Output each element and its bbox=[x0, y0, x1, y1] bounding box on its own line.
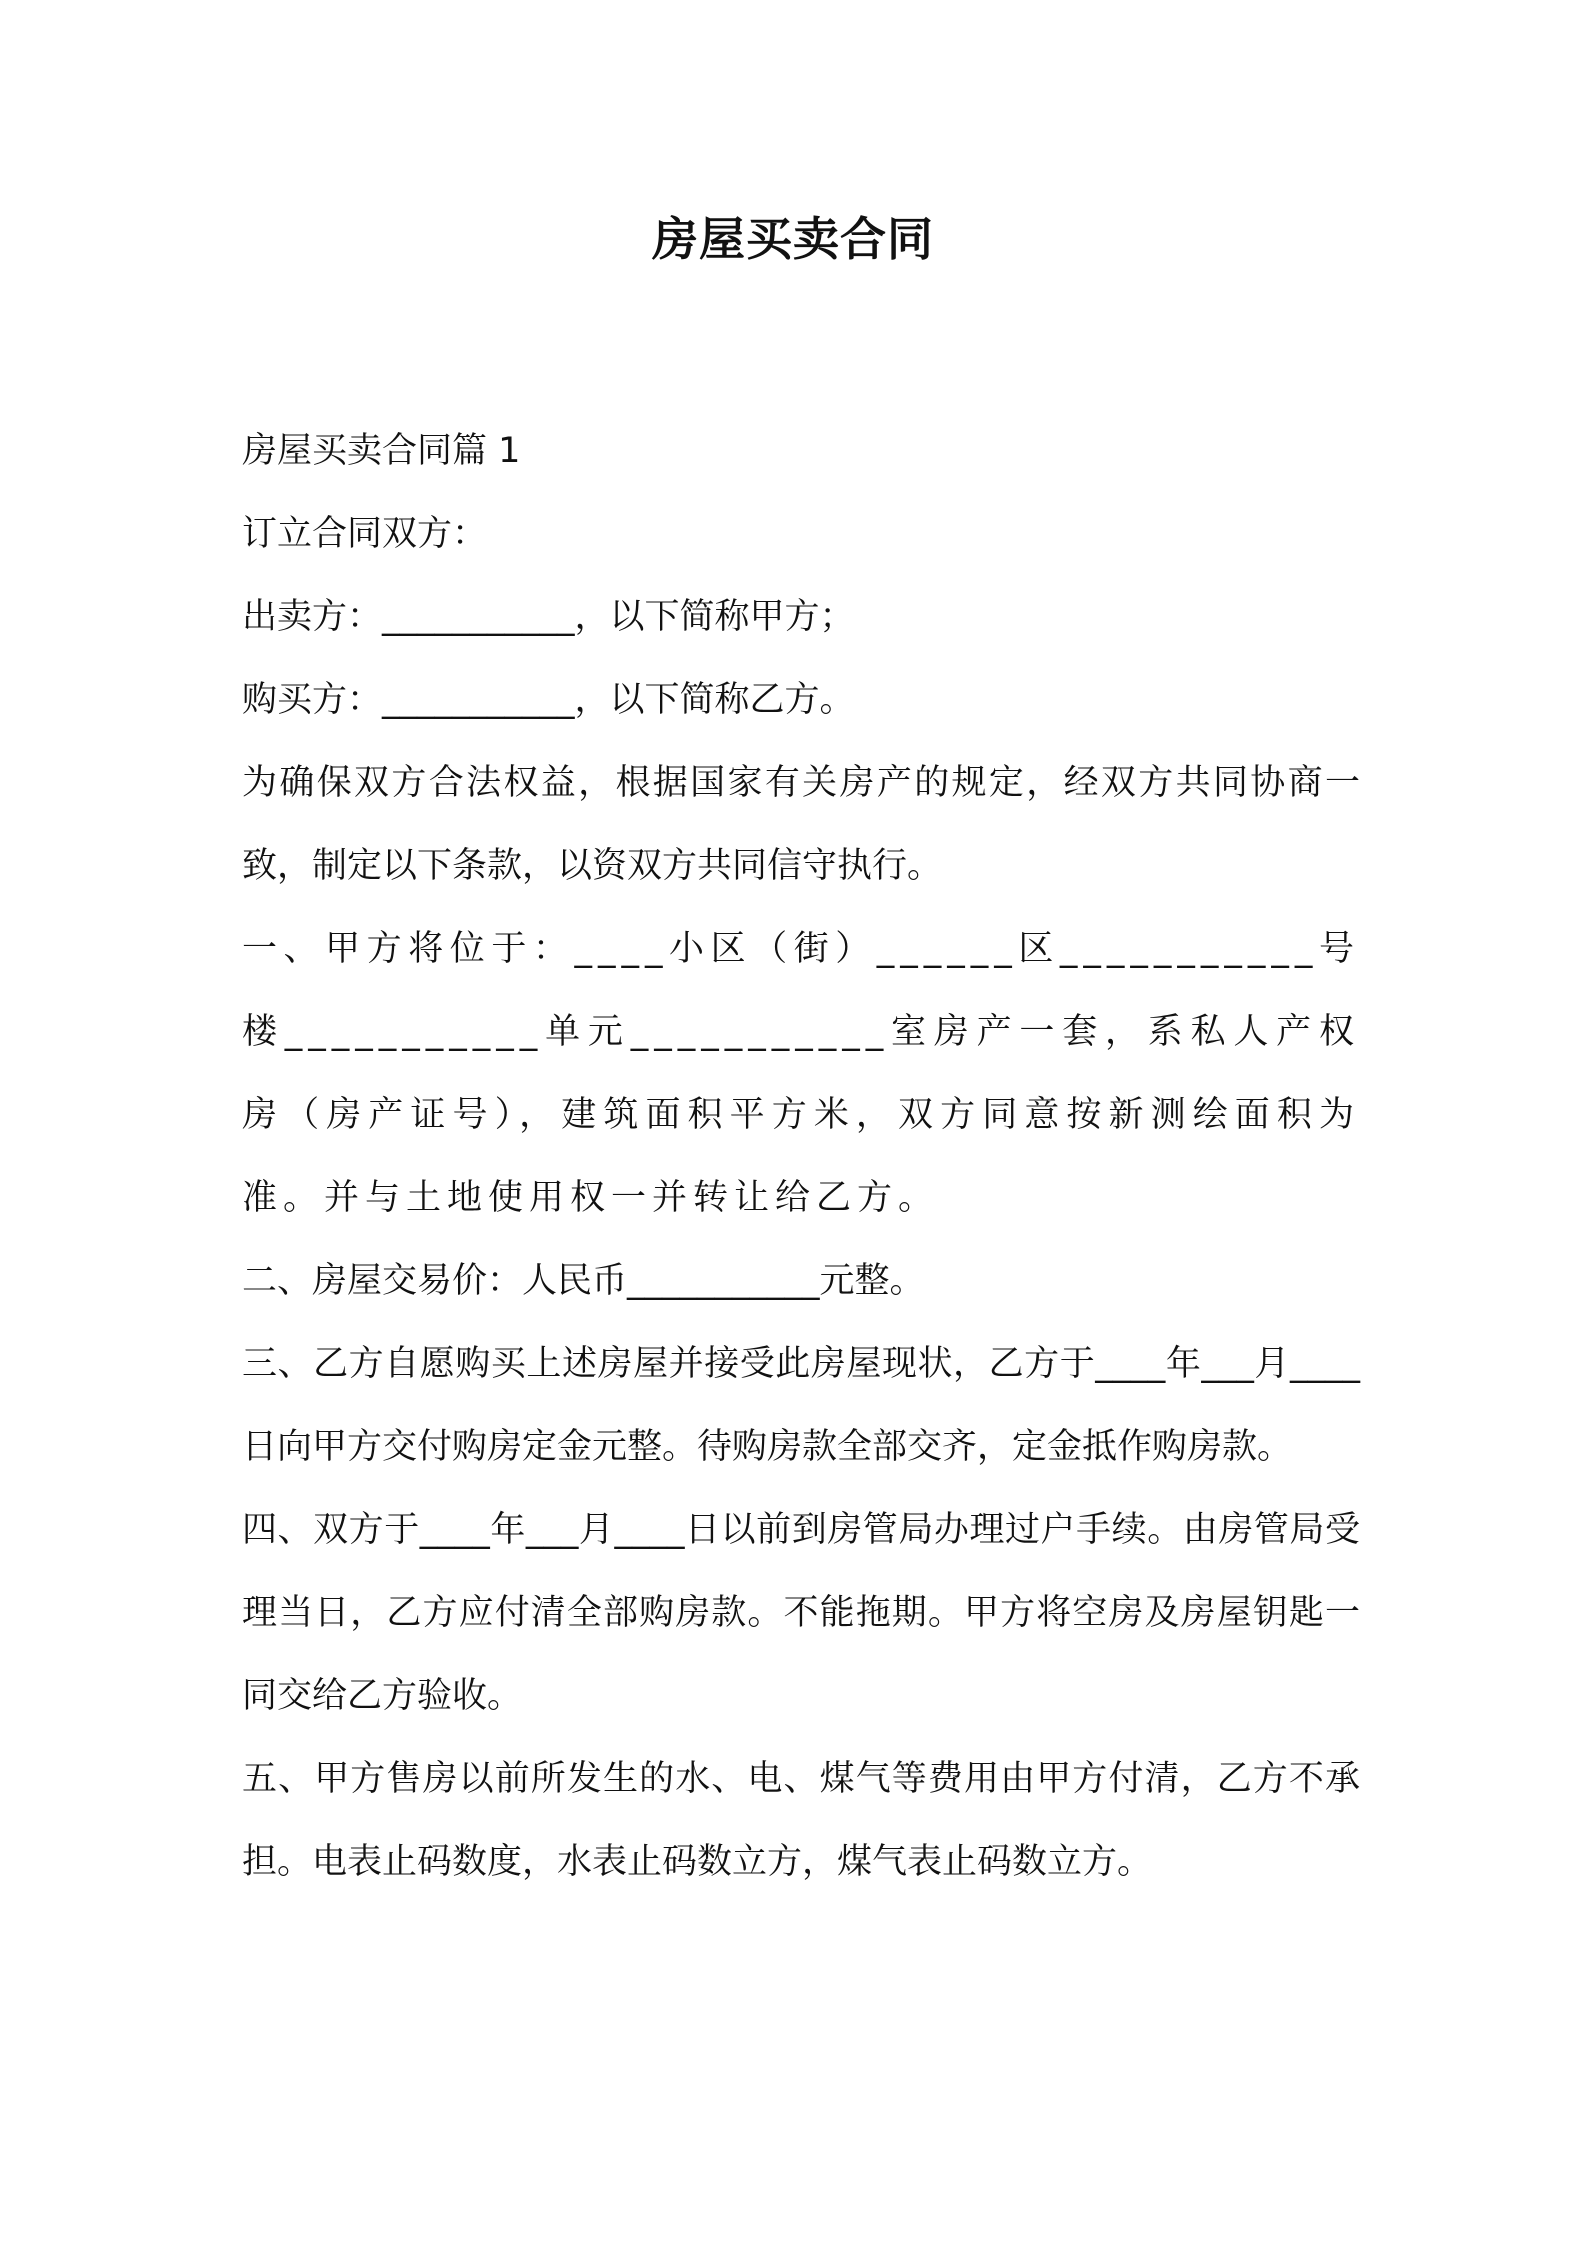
clause-5-paragraph: 五、甲方售房以前所发生的水、电、煤气等费用由甲方付清，乙方不承担。电表止码数度，水表止码数立方，煤气表止码数立方。 bbox=[242, 1759, 1360, 1882]
parties-heading: 订立合同双方： bbox=[242, 514, 488, 554]
clause-1-paragraph: 一、甲方将位于：____小区（街）______区___________号楼___________单元___________室房产一套，系私人产权房（房产证号），建筑面积平方米，双方同意按新测绘面积为准。并与土地使用权一并转让给乙方。 bbox=[242, 929, 1360, 1218]
document-title: 房屋买卖合同 bbox=[652, 212, 934, 266]
section-heading: 房屋买卖合同篇 1 bbox=[242, 431, 521, 471]
document-body bbox=[242, 410, 1360, 1904]
preamble-paragraph: 为确保双方合法权益，根据国家有关房产的规定，经双方共同协商一致，制定以下条款，以资双方共同信守执行。 bbox=[242, 763, 1360, 886]
clause-4-paragraph: 四、双方于____年___月____日以前到房管局办理过户手续。由房管局受理当日，乙方应付清全部购房款。不能拖期。甲方将空房及房屋钥匙一同交给乙方验收。 bbox=[242, 1510, 1360, 1716]
clause-2-paragraph: 二、房屋交易价：人民币___________元整。 bbox=[242, 1261, 925, 1301]
buyer-line: 购买方：___________，以下简称乙方。 bbox=[242, 680, 855, 720]
seller-line: 出卖方：___________，以下简称甲方； bbox=[242, 597, 855, 637]
clause-3-paragraph: 三、乙方自愿购买上述房屋并接受此房屋现状，乙方于____年___月____日向甲方交付购房定金元整。待购房款全部交齐，定金抵作购房款。 bbox=[242, 1344, 1360, 1467]
